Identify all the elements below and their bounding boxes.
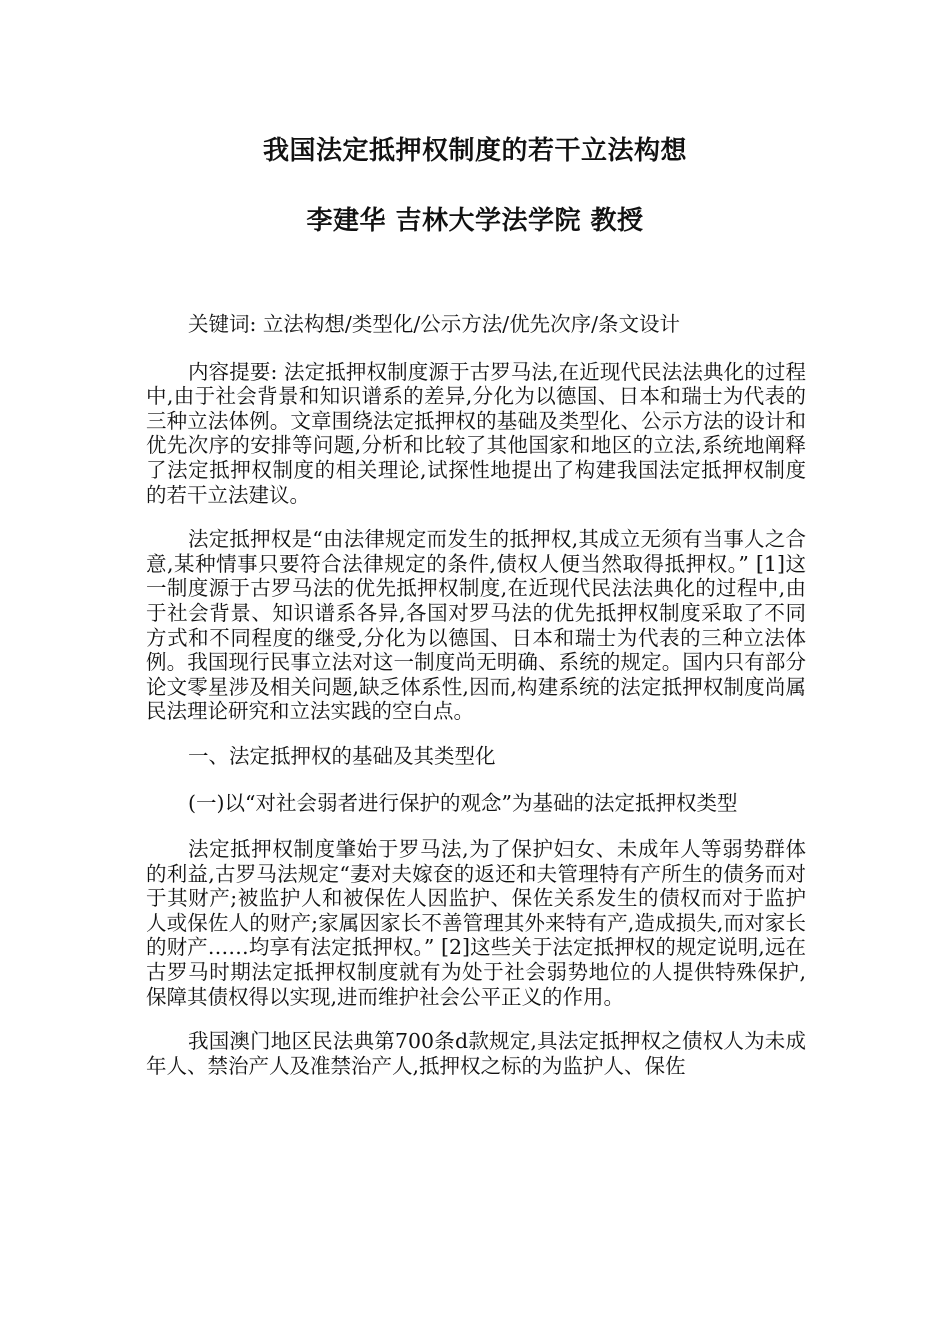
body-paragraph: 法定抵押权制度肇始于罗马法,为了保护妇女、未成年人等弱势群体的利益,古罗马法规定“妻对夫嫁奁的返还和夫管理特有产所生的债务而对于其财产;被监护人和被保佐人因监护、保佐关系发生的债权而对于监护人或保佐人的财产;家属因家长不善管理其外来特有产,造成损失,而对家长的财产……均享有法定抵押权。” [2]这些关于法定抵押权的规定说明,远在古罗马时期法定抵押权制度就有为处于社会弱势地位的人提供特殊保护,保障其债权得以实现,进而维护社会公平正义的作用。 (146, 837, 806, 1009)
subsection-heading: (一)以“对社会弱者进行保护的观念”为基础的法定抵押权类型 (188, 790, 738, 815)
section-heading: 一、法定抵押权的基础及其类型化 (188, 743, 496, 768)
keywords-paragraph: 关键词: 立法构想/类型化/公示方法/优先次序/条文设计 (188, 312, 681, 336)
document-title: 我国法定抵押权制度的若干立法构想 (262, 136, 687, 166)
body-paragraph: 我国澳门地区民法典第700条d款规定,具法定抵押权之债权人为未成年人、禁治产人及准禁治产人,抵押权之标的为监护人、保佐 (146, 1029, 806, 1078)
abstract-paragraph: 内容提要: 法定抵押权制度源于古罗马法,在近现代民法法典化的过程中,由于社会背景和知识谱系的差异,分化为以德国、日本和瑞士为代表的三种立法体例。文章围绕法定抵押权的基础及类型化、公示方法的设计和优先次序的安排等问题,分析和比较了其他国家和地区的立法,系统地阐释了法定抵押权制度的相关理论,试探性地提出了构建我国法定抵押权制度的若干立法建议。 (146, 359, 806, 507)
intro-paragraph: 法定抵押权是“由法律规定而发生的抵押权,其成立无须有当事人之合意,某种情事只要符合法律规定的条件,债权人便当然取得抵押权。” [1]这一制度源于古罗马法的优先抵押权制度,在近现代民法法典化的过程中,由于社会背景、知识谱系各异,各国对罗马法的优先抵押权制度采取了不同方式和不同程度的继受,分化为以德国、日本和瑞士为代表的三种立法体例。我国现行民事立法对这一制度尚无明确、系统的规定。国内只有部分论文零星涉及相关问题,缺乏体系性,因而,构建系统的法定抵押权制度尚属民法理论研究和立法实践的空白点。 (146, 527, 806, 724)
document-body (146, 312, 806, 1098)
author-line: 李建华 吉林大学法学院 教授 (306, 206, 644, 236)
